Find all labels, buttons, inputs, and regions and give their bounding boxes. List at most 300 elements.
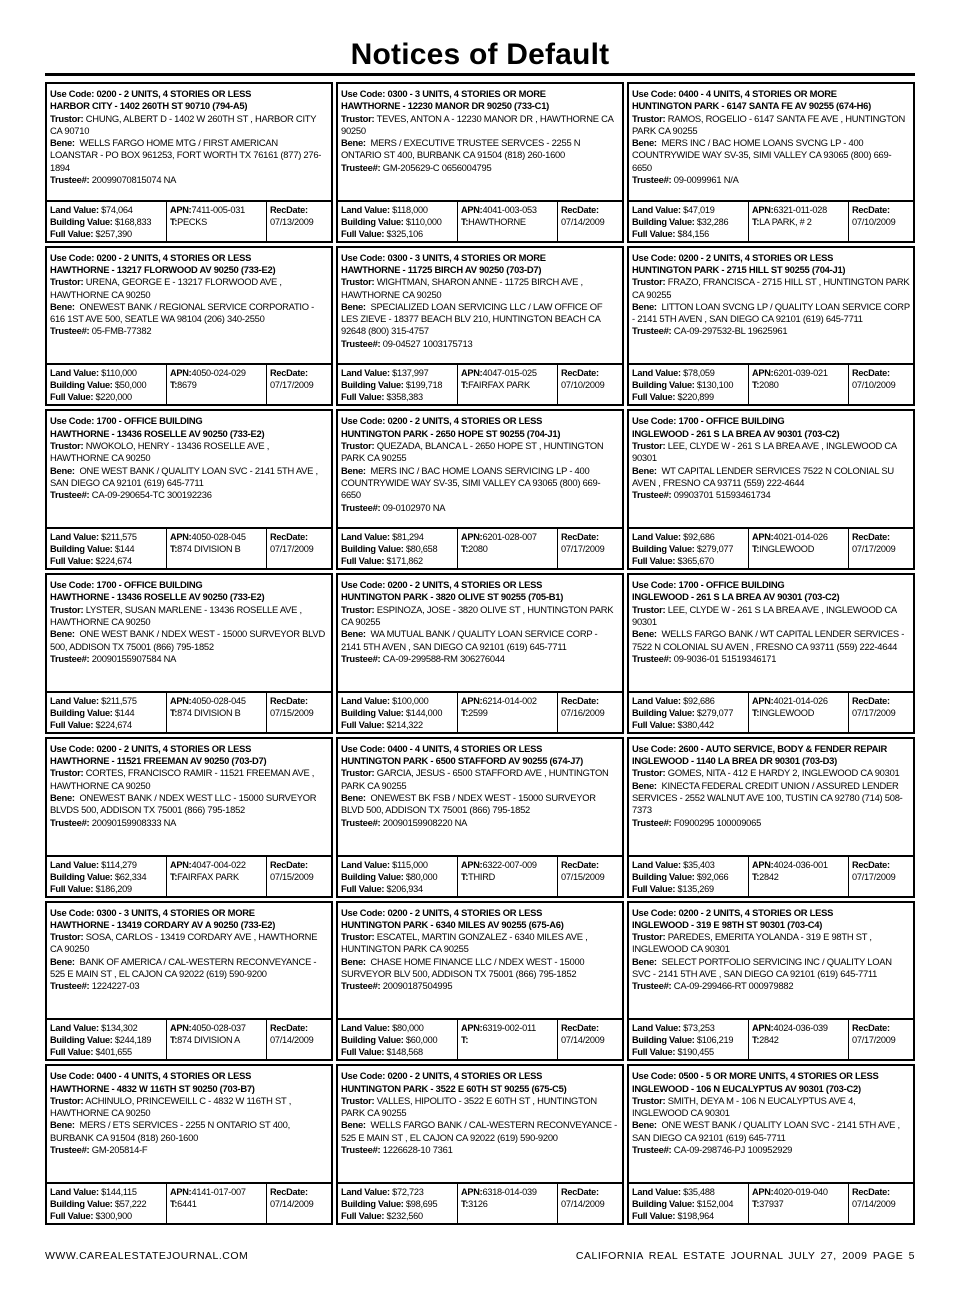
tract-value: 2599: [468, 707, 488, 718]
notice-description: [341, 1070, 619, 1156]
apn-column: [167, 1184, 267, 1223]
bene-label: Bene:: [632, 464, 657, 476]
building-value: $168,833: [114, 216, 152, 227]
trustor-value: WIGHTMAN, SHARON ANNE - 11725 BIRCH AVE , HAWTHORNE CA 90250: [341, 276, 583, 300]
notice-values: [338, 363, 622, 404]
notice-description: [632, 743, 910, 829]
building-value-label: Building Value:: [632, 544, 695, 555]
apn-label: APN:: [461, 859, 483, 870]
building-value-label: Building Value:: [50, 380, 113, 391]
recdate-value: 07/16/2009: [561, 707, 605, 718]
value-column: [47, 202, 167, 241]
property-address: INGLEWOOD - 106 N EUCALYPTUS AV 90301 (703-C2): [632, 1082, 861, 1094]
full-value: $401,655: [95, 1047, 132, 1058]
bene-label: Bene:: [341, 464, 366, 476]
building-value-label: Building Value:: [632, 707, 695, 718]
recdate-value: 07/17/2009: [270, 544, 314, 555]
recdate-value: 07/17/2009: [852, 1035, 896, 1046]
land-value-label: Land Value:: [632, 859, 681, 870]
bene-value: MERS / EXECUTIVE TRUSTEE SERVCES - 2255 N ONTARIO ST 400, BURBANK CA 91504 (818) 260-1600: [341, 137, 581, 161]
trustee-value: CA-09-298746-PJ 100952929: [673, 1144, 793, 1156]
trustee-value: CA-09-299466-RT 000979882: [673, 980, 794, 992]
land-value: $100,000: [392, 695, 429, 706]
recdate-label: RecDate:: [270, 532, 308, 543]
apn-value: 4024-036-001: [773, 859, 828, 870]
trustee-label: Trustee#:: [632, 325, 672, 337]
recdate-label: RecDate:: [852, 695, 890, 706]
bene-label: Bene:: [50, 955, 75, 967]
tract-value: 874 DIVISION B: [177, 707, 241, 718]
tract-label: T:: [461, 1198, 469, 1209]
trustee-value: 20090159908333 NA: [91, 816, 177, 828]
apn-label: APN:: [170, 204, 192, 215]
recdate-value: 07/15/2009: [561, 871, 605, 882]
bene-label: Bene:: [50, 628, 75, 640]
page-title: Notices of Default: [350, 38, 610, 71]
notice-values: [338, 1182, 622, 1223]
building-value-label: Building Value:: [341, 544, 404, 555]
bene-value: ONEWEST BK FSB / NDEX WEST - 15000 SURVEYOR BLVD 500, ADDISON TX 75001 (866) 795-1852: [341, 792, 596, 816]
trustor-value: VALLES, HIPOLITO - 3522 E 60TH ST , HUNTINGTON PARK CA 90255: [341, 1094, 597, 1119]
trustee-label: Trustee#:: [341, 161, 381, 173]
recdate-column: [558, 1020, 622, 1059]
land-value-label: Land Value:: [50, 1186, 99, 1197]
trustor-value: SOSA, CARLOS - 13419 CORDARY AVE , HAWTHORNE CA 90250: [50, 931, 318, 955]
apn-value: 6214-014-002: [482, 695, 537, 706]
bene-label: Bene:: [50, 464, 75, 476]
trustor-value: NWOKOLO, HENRY - 13436 ROSELLE AVE , HAWTHORNE CA 90250: [50, 440, 270, 464]
apn-value: 6201-028-007: [482, 532, 537, 543]
land-value: $80,000: [392, 1023, 424, 1034]
bene-label: Bene:: [50, 300, 75, 312]
full-value: $171,862: [386, 556, 423, 567]
land-value: $118,000: [392, 204, 428, 215]
bene-value: MERS / ETS SERVICES - 2255 N ONTARIO ST 400, BURBANK CA 91504 (818) 260-1600: [50, 1119, 290, 1143]
recdate-label: RecDate:: [852, 204, 890, 215]
apn-value: 4050-028-045: [191, 695, 246, 706]
apn-label: APN:: [170, 1023, 192, 1034]
land-value-label: Land Value:: [50, 204, 99, 215]
trustor-value: RAMOS, ROGELIO - 6147 SANTA FE AVE , HUNTINGTON PARK CA 90255: [632, 112, 906, 136]
building-value-label: Building Value:: [50, 1198, 113, 1209]
notice-description: [50, 743, 328, 829]
tract-value: 874 DIVISION B: [177, 544, 241, 555]
land-value-label: Land Value:: [632, 695, 681, 706]
recdate-column: [267, 365, 331, 404]
trustee-label: Trustee#:: [632, 174, 672, 186]
trustee-value: GM-205629-C 0656004795: [382, 161, 492, 173]
notice-description: [632, 907, 910, 993]
trustor-label: Trustor:: [50, 1094, 84, 1106]
building-value: $244,189: [114, 1035, 152, 1046]
full-value-label: Full Value:: [50, 1210, 94, 1221]
notice-values: [629, 527, 913, 568]
value-column: [629, 1020, 749, 1059]
bene-label: Bene:: [341, 137, 366, 149]
land-value-label: Land Value:: [50, 532, 99, 543]
apn-label: APN:: [752, 695, 774, 706]
full-value: $220,000: [95, 392, 132, 403]
use-code: Use Code: 0200 - 2 UNITS, 4 STORIES OR LESS: [50, 251, 252, 263]
tract-label: T:: [752, 1198, 760, 1209]
building-value-label: Building Value:: [341, 216, 404, 227]
building-value: $279,077: [696, 544, 734, 555]
property-address: INGLEWOOD - 261 S LA BREA AV 90301 (703-C2): [632, 427, 840, 439]
apn-label: APN:: [461, 1186, 483, 1197]
tract-label: T:: [461, 707, 469, 718]
apn-column: [167, 529, 267, 568]
trustor-label: Trustor:: [341, 767, 375, 779]
bene-label: Bene:: [50, 137, 75, 149]
apn-column: [749, 365, 849, 404]
apn-value: 7411-005-031: [191, 204, 246, 215]
building-value: $57,222: [114, 1198, 147, 1209]
property-address: HAWTHORNE - 12230 MANOR DR 90250 (733-C1): [341, 100, 550, 112]
bene-label: Bene:: [341, 955, 366, 967]
recdate-label: RecDate:: [561, 1023, 599, 1034]
trustor-label: Trustor:: [50, 603, 84, 615]
building-value-label: Building Value:: [341, 1035, 404, 1046]
bene-value: ONE WEST BANK / NDEX WEST - 15000 SURVEYOR BLVD 500, ADDISON TX 75001 (866) 795-1852: [50, 628, 325, 652]
land-value-label: Land Value:: [632, 532, 681, 543]
full-value-label: Full Value:: [50, 228, 94, 239]
trustor-label: Trustor:: [632, 1094, 666, 1106]
tract-value: 2842: [759, 1035, 779, 1046]
full-value-label: Full Value:: [50, 1047, 94, 1058]
land-value: $92,686: [683, 532, 715, 543]
tract-label: T:: [752, 871, 760, 882]
land-value-label: Land Value:: [341, 532, 390, 543]
trustor-label: Trustor:: [50, 767, 84, 779]
land-value-label: Land Value:: [341, 695, 390, 706]
land-value-label: Land Value:: [632, 1186, 681, 1197]
use-code: Use Code: 0200 - 2 UNITS, 4 STORIES OR LESS: [341, 579, 543, 591]
notice-card: [45, 409, 333, 570]
bene-value: MERS INC / BAC HOME LOANS SVCNG LP - 400 COUNTRYWIDE WAY SV-35, SIMI VALLEY CA 93065 (800) 669-6650: [632, 137, 892, 173]
bene-label: Bene:: [341, 1119, 366, 1131]
trustee-label: Trustee#:: [50, 489, 90, 501]
trustor-value: FRAZO, FRANCISCA - 2715 HILL ST , HUNTINGTON PARK CA 90255: [632, 276, 910, 300]
bene-value: CHASE HOME FINANCE LLC / NDEX WEST - 15000 SURVEYOR BLV 500, ADDISON TX 75001 (866) 795-1852: [341, 955, 585, 980]
apn-column: [749, 529, 849, 568]
full-value: $358,383: [386, 392, 423, 403]
full-value-label: Full Value:: [632, 392, 676, 403]
tract-value: 2080: [468, 544, 488, 555]
trustee-value: 20090187504995: [382, 980, 453, 992]
notice-description: [632, 252, 910, 338]
trustor-value: PAREDES, EMERITA YOLANDA - 319 E 98TH ST , INGLEWOOD CA 90301: [632, 931, 872, 955]
apn-label: APN:: [752, 859, 774, 870]
notice-values: [629, 200, 913, 241]
tract-label: T:: [170, 1198, 178, 1209]
building-value-label: Building Value:: [632, 216, 695, 227]
value-column: [47, 1020, 167, 1059]
bene-value: BANK OF AMERICA / CAL-WESTERN RECONVEYANCE - 525 E MAIN ST , EL CAJON CA 92022 (619) 590-9200: [50, 955, 317, 980]
property-address: HAWTHORNE - 13419 CORDARY AV A 90250 (733-E2): [50, 918, 276, 930]
property-address: INGLEWOOD - 1140 LA BREA DR 90301 (703-D3): [632, 755, 838, 767]
land-value-label: Land Value:: [632, 368, 681, 379]
building-value: $199,718: [405, 380, 443, 391]
full-value: $232,560: [386, 1210, 423, 1221]
bene-label: Bene:: [632, 137, 657, 149]
apn-label: APN:: [752, 532, 774, 543]
value-column: [629, 693, 749, 732]
notice-values: [629, 691, 913, 732]
use-code: Use Code: 0200 - 2 UNITS, 4 STORIES OR LESS: [50, 742, 252, 754]
notice-values: [629, 1018, 913, 1059]
notice-values: [47, 200, 331, 241]
land-value-label: Land Value:: [341, 1023, 390, 1034]
apn-column: [167, 693, 267, 732]
tract-value: 37937: [759, 1198, 784, 1209]
notice-description: [632, 88, 910, 186]
full-value-label: Full Value:: [50, 719, 94, 730]
notice-card: [627, 737, 915, 898]
building-value: $98,695: [405, 1198, 438, 1209]
full-value-label: Full Value:: [632, 1047, 676, 1058]
apn-label: APN:: [170, 1186, 192, 1197]
land-value: $134,302: [101, 1023, 138, 1034]
trustor-label: Trustor:: [50, 112, 84, 124]
apn-column: [749, 1020, 849, 1059]
recdate-label: RecDate:: [561, 695, 599, 706]
tract-label: T:: [752, 380, 760, 391]
trustor-label: Trustor:: [50, 931, 84, 943]
building-value: $279,077: [696, 707, 734, 718]
apn-column: [458, 1184, 558, 1223]
apn-value: 4021-014-026: [773, 532, 828, 543]
trustee-label: Trustee#:: [632, 652, 672, 664]
property-address: HAWTHORNE - 4832 W 116TH ST 90250 (703-B7): [50, 1082, 255, 1094]
recdate-value: 07/17/2009: [852, 871, 896, 882]
full-value: $257,390: [95, 228, 132, 239]
value-column: [47, 857, 167, 896]
recdate-column: [267, 1184, 331, 1223]
trustor-value: SMITH, DEYA M - 106 N EUCALYPTUS AVE 4, INGLEWOOD CA 90301: [632, 1094, 856, 1119]
trustor-value: QUEZADA, BLANCA L - 2650 HOPE ST , HUNTINGTON PARK CA 90255: [341, 440, 604, 464]
tract-value: INGLEWOOD: [759, 707, 815, 718]
land-value: $115,000: [392, 859, 428, 870]
apn-label: APN:: [752, 1186, 774, 1197]
apn-value: 4024-036-039: [773, 1023, 828, 1034]
land-value: $35,403: [683, 859, 715, 870]
property-address: HAWTHORNE - 11725 BIRCH AV 90250 (703-D7): [341, 264, 542, 275]
property-address: HUNTINGTON PARK - 2650 HOPE ST 90255 (704-J1): [341, 427, 561, 439]
tract-label: T:: [461, 871, 469, 882]
notice-card: [627, 573, 915, 734]
notice-values: [47, 855, 331, 896]
trustee-value: GM-205814-F: [91, 1144, 148, 1156]
bene-label: Bene:: [632, 628, 657, 640]
building-value: $60,000: [405, 1035, 438, 1046]
use-code: Use Code: 0200 - 2 UNITS, 4 STORIES OR LESS: [341, 1070, 543, 1082]
full-value-label: Full Value:: [632, 556, 676, 567]
trustee-label: Trustee#:: [632, 1144, 672, 1156]
recdate-column: [558, 529, 622, 568]
recdate-column: [267, 529, 331, 568]
recdate-label: RecDate:: [852, 1186, 890, 1197]
full-value-label: Full Value:: [341, 556, 385, 567]
notice-card: [336, 409, 624, 570]
trustee-value: CA-09-290654-TC 300192236: [91, 489, 212, 501]
apn-column: [458, 365, 558, 404]
value-column: [629, 202, 749, 241]
apn-value: 4141-017-007: [191, 1186, 246, 1197]
recdate-column: [558, 1184, 622, 1223]
apn-value: 4021-014-026: [773, 695, 828, 706]
recdate-column: [267, 202, 331, 241]
recdate-label: RecDate:: [270, 1023, 308, 1034]
apn-column: [749, 1184, 849, 1223]
building-value-label: Building Value:: [632, 1035, 695, 1046]
tract-value: 2842: [759, 871, 779, 882]
land-value: $81,294: [392, 532, 424, 543]
trustee-value: CA-09-297532-BL 19625961: [673, 325, 788, 337]
value-column: [338, 857, 458, 896]
recdate-value: 07/14/2009: [561, 1035, 605, 1046]
recdate-value: 07/14/2009: [561, 216, 605, 227]
bene-value: WELLS FARGO HOME MTG / FIRST AMERICAN LOANSTAR - PO BOX 961253, FORT WORTH TX 76161 (877) 276-1894: [50, 137, 322, 173]
land-value-label: Land Value:: [632, 204, 681, 215]
notice-card: [627, 246, 915, 407]
trustor-label: Trustor:: [341, 931, 375, 943]
recdate-column: [558, 693, 622, 732]
use-code: Use Code: 0200 - 2 UNITS, 4 STORIES OR LESS: [341, 906, 543, 918]
building-value-label: Building Value:: [341, 871, 404, 882]
trustee-value: 20099070815074 NA: [91, 174, 177, 186]
tract-value: PECKS: [177, 216, 208, 227]
land-value: $114,279: [101, 859, 137, 870]
bene-label: Bene:: [632, 1119, 657, 1131]
trustee-value: 1226628-10 7361: [382, 1144, 453, 1156]
bene-label: Bene:: [341, 792, 366, 804]
use-code: Use Code: 0400 - 4 UNITS, 4 STORIES OR LESS: [50, 1070, 252, 1082]
full-value: $84,156: [677, 228, 709, 239]
value-column: [629, 365, 749, 404]
trustor-label: Trustor:: [632, 931, 666, 943]
recdate-label: RecDate:: [270, 368, 308, 379]
recdate-value: 07/10/2009: [561, 380, 605, 391]
trustee-label: Trustee#:: [50, 980, 90, 992]
apn-label: APN:: [752, 1023, 774, 1034]
apn-column: [458, 693, 558, 732]
recdate-column: [558, 365, 622, 404]
full-value: $186,209: [95, 883, 132, 894]
trustor-label: Trustor:: [341, 603, 375, 615]
tract-label: T:: [170, 216, 178, 227]
trustor-label: Trustor:: [50, 440, 84, 452]
bene-label: Bene:: [632, 955, 657, 967]
trustor-value: CHUNG, ALBERT D - 1402 W 260TH ST , HARBOR CITY CA 90710: [50, 112, 317, 136]
recdate-column: [558, 202, 622, 241]
tract-label: T:: [752, 1035, 760, 1046]
property-address: HUNTINGTON PARK - 2715 HILL ST 90255 (704-J1): [632, 264, 846, 275]
trustor-value: CORTES, FRANCISCO RAMIR - 11521 FREEMAN AVE , HAWTHORNE CA 90250: [50, 767, 315, 791]
apn-label: APN:: [461, 532, 483, 543]
tract-label: T:: [461, 1035, 469, 1046]
notice-card: [45, 246, 333, 407]
recdate-column: [849, 693, 913, 732]
apn-label: APN:: [461, 1023, 483, 1034]
recdate-label: RecDate:: [852, 1023, 890, 1034]
trustor-label: Trustor:: [632, 112, 666, 124]
bene-value: WELLS FARGO BANK / WT CAPITAL LENDER SERVICES - 7522 N COLONIAL SU AVEN , FRESNO CA 93711 (559) 222-4644: [632, 628, 905, 652]
notice-description: [50, 88, 328, 186]
title-rule: [45, 73, 915, 76]
page-footer: [45, 1250, 915, 1264]
apn-label: APN:: [752, 204, 774, 215]
apn-label: APN:: [170, 859, 192, 870]
trustee-label: Trustee#:: [50, 325, 90, 337]
trustee-value: 05-FMB-77382: [91, 325, 152, 337]
building-value-label: Building Value:: [50, 1035, 113, 1046]
apn-value: 4050-028-045: [191, 532, 246, 543]
property-address: HUNTINGTON PARK - 3820 OLIVE ST 90255 (705-B1): [341, 591, 564, 603]
full-value: $135,269: [677, 883, 714, 894]
trustee-value: 09-0102970 NA: [382, 501, 446, 513]
recdate-value: 07/17/2009: [852, 544, 896, 555]
apn-label: APN:: [752, 368, 774, 379]
trustor-label: Trustor:: [632, 603, 666, 615]
bene-label: Bene:: [341, 300, 366, 312]
building-value: $92,066: [696, 871, 729, 882]
use-code: Use Code: 1700 - OFFICE BUILDING: [632, 579, 785, 591]
notice-description: [50, 415, 328, 501]
tract-value: 874 DIVISION A: [177, 1035, 241, 1046]
apn-label: APN:: [461, 204, 483, 215]
recdate-label: RecDate:: [852, 859, 890, 870]
tract-label: T:: [170, 380, 178, 391]
notice-values: [47, 1182, 331, 1223]
building-value: $144,000: [405, 707, 443, 718]
full-value: $198,964: [677, 1210, 714, 1221]
bene-label: Bene:: [632, 779, 657, 791]
trustor-label: Trustor:: [632, 440, 666, 452]
value-column: [338, 529, 458, 568]
bene-value: ONE WEST BANK / QUALITY LOAN SVC - 2141 5TH AVE , SAN DIEGO CA 92101 (619) 645-7711: [50, 464, 318, 488]
notice-card: [336, 1064, 624, 1225]
tract-value: 3126: [468, 1198, 488, 1209]
full-value: $300,900: [95, 1210, 132, 1221]
apn-value: 4041-003-053: [482, 204, 537, 215]
value-column: [629, 1184, 749, 1223]
use-code: Use Code: 0200 - 2 UNITS, 4 STORIES OR LESS: [632, 251, 834, 263]
value-column: [47, 365, 167, 404]
notice-description: [632, 1070, 910, 1156]
recdate-label: RecDate:: [852, 532, 890, 543]
recdate-column: [267, 693, 331, 732]
tract-value: LA PARK, # 2: [759, 216, 812, 227]
recdate-column: [849, 529, 913, 568]
trustee-label: Trustee#:: [50, 1144, 90, 1156]
trustor-label: Trustor:: [50, 276, 84, 288]
notice-description: [341, 907, 619, 993]
building-value: $62,334: [114, 871, 147, 882]
notice-description: [341, 88, 619, 174]
building-value-label: Building Value:: [341, 380, 404, 391]
tract-value: 2080: [759, 380, 779, 391]
apn-column: [458, 529, 558, 568]
trustor-label: Trustor:: [341, 1094, 375, 1106]
apn-column: [458, 202, 558, 241]
footer-website: WWW.CAREALESTATEJOURNAL.COM: [45, 1250, 249, 1262]
building-value: $80,000: [405, 871, 438, 882]
building-value-label: Building Value:: [632, 871, 695, 882]
building-value: $106,219: [696, 1035, 734, 1046]
recdate-column: [558, 857, 622, 896]
notice-values: [47, 1018, 331, 1059]
land-value-label: Land Value:: [632, 1023, 681, 1034]
